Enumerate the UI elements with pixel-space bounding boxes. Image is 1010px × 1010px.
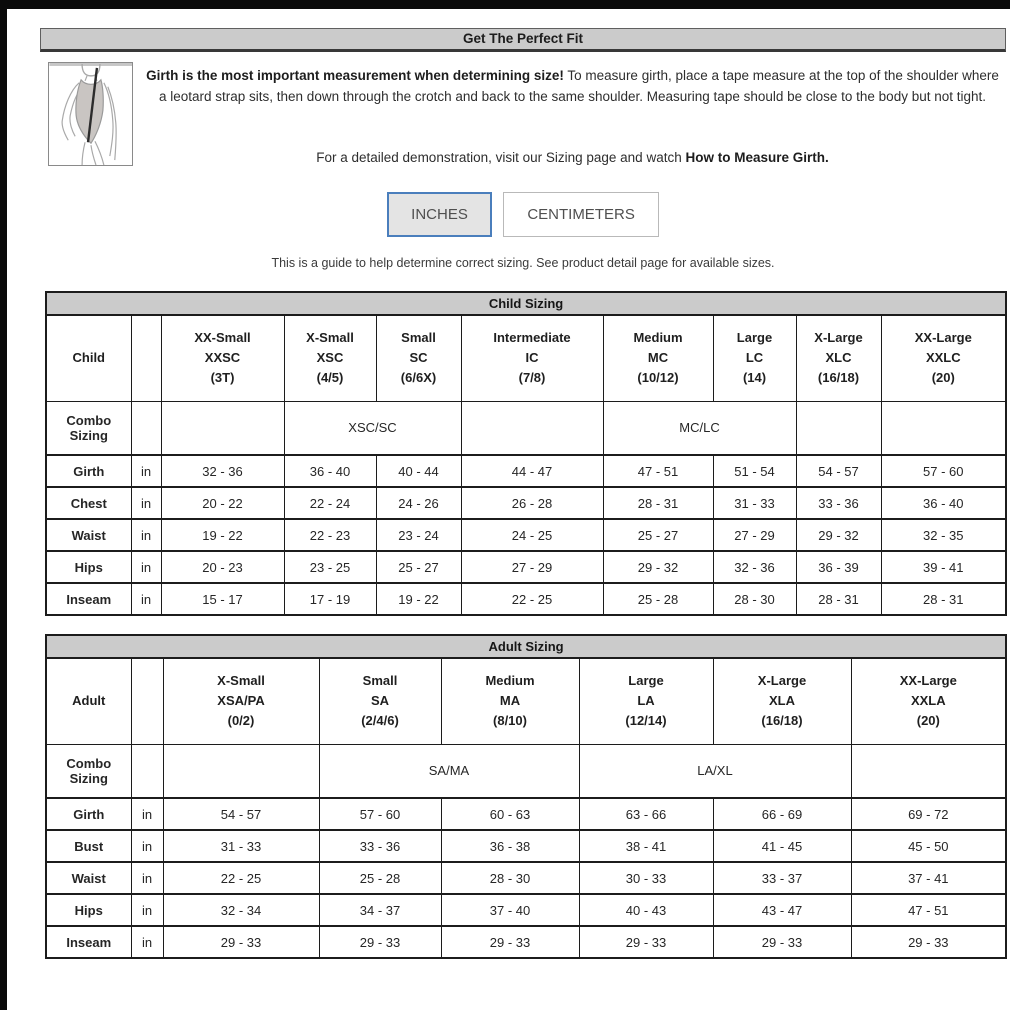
size-column-header-line: Large [736, 330, 773, 346]
size-column-header [284, 315, 376, 401]
combo-row-label: Combo Sizing [46, 744, 131, 798]
unit-toggle [40, 192, 1006, 237]
centimeters-button[interactable]: CENTIMETERS [503, 192, 659, 237]
value-cell: 29 - 33 [163, 926, 319, 958]
size-column-header-line: (16/18) [761, 713, 803, 729]
value-cell: 69 - 72 [851, 798, 1006, 830]
size-column-header-line: MC [647, 350, 669, 366]
value-cell: 47 - 51 [603, 455, 713, 487]
demo-line-text: For a detailed demonstration, visit our Sizing page and watch [316, 150, 686, 165]
size-column-header-line: (20) [916, 713, 940, 729]
combo-cell [851, 744, 1006, 798]
size-column-header [713, 658, 851, 744]
value-cell: 38 - 41 [579, 830, 713, 862]
value-cell: 29 - 33 [319, 926, 441, 958]
size-column-header-line: XSC [316, 350, 344, 366]
value-cell: 28 - 30 [441, 862, 579, 894]
value-cell: 15 - 17 [161, 583, 284, 615]
value-cell: 36 - 40 [284, 455, 376, 487]
combo-unit-cell [131, 744, 163, 798]
size-column-header-line: Medium [633, 330, 683, 346]
measurement-label: Girth [46, 455, 131, 487]
value-cell: 25 - 27 [603, 519, 713, 551]
size-column-header-line: X-Small [306, 330, 354, 346]
size-column-header-line: XX-Small [194, 330, 251, 346]
size-column-header-line: Medium [485, 673, 535, 689]
size-column-header-line: (0/2) [227, 713, 255, 729]
measurement-label: Hips [46, 551, 131, 583]
value-cell: 36 - 40 [881, 487, 1006, 519]
value-cell: 57 - 60 [881, 455, 1006, 487]
value-cell: 43 - 47 [713, 894, 851, 926]
sizing-guide-note: This is a guide to help determine correct sizing. See product detail page for available sizes. [271, 256, 775, 270]
demo-line [145, 147, 1000, 168]
table-corner-label: Child [46, 315, 131, 401]
value-cell: 29 - 33 [441, 926, 579, 958]
size-column-header-line: SC [409, 350, 428, 366]
combo-cell: XSC/SC [284, 401, 461, 455]
inches-button[interactable]: INCHES [387, 192, 492, 237]
table-title: Child Sizing [46, 292, 1006, 315]
size-column-header-line: LA [637, 693, 655, 709]
value-cell: 54 - 57 [796, 455, 881, 487]
value-cell: 17 - 19 [284, 583, 376, 615]
unit-cell: in [131, 798, 163, 830]
value-cell: 32 - 36 [713, 551, 796, 583]
value-cell: 41 - 45 [713, 830, 851, 862]
value-cell: 60 - 63 [441, 798, 579, 830]
size-column-header-line: XXSC [204, 350, 241, 366]
size-column-header-line: XLA [769, 693, 795, 709]
value-cell: 20 - 23 [161, 551, 284, 583]
size-column-header-line: (4/5) [316, 370, 344, 386]
size-column-header-line: (3T) [210, 370, 235, 386]
size-column-header [163, 658, 319, 744]
size-column-header [713, 315, 796, 401]
unit-cell: in [131, 487, 161, 519]
value-cell: 39 - 41 [881, 551, 1006, 583]
combo-cell [796, 401, 881, 455]
unit-cell: in [131, 926, 163, 958]
value-cell: 40 - 43 [579, 894, 713, 926]
size-column-header [881, 315, 1006, 401]
value-cell: 20 - 22 [161, 487, 284, 519]
value-cell: 23 - 24 [376, 519, 461, 551]
value-cell: 22 - 25 [461, 583, 603, 615]
value-cell: 29 - 33 [579, 926, 713, 958]
combo-cell: MC/LC [603, 401, 796, 455]
measurement-label: Chest [46, 487, 131, 519]
size-column-header-line: MA [499, 693, 521, 709]
size-column-header-line: XXLA [910, 693, 946, 709]
combo-cell [461, 401, 603, 455]
value-cell: 33 - 36 [319, 830, 441, 862]
unit-cell: in [131, 830, 163, 862]
size-column-header-line: (20) [931, 370, 955, 386]
value-cell: 25 - 28 [603, 583, 713, 615]
value-cell: 37 - 40 [441, 894, 579, 926]
combo-cell [161, 401, 284, 455]
value-cell: 34 - 37 [319, 894, 441, 926]
unit-cell: in [131, 862, 163, 894]
combo-cell: SA/MA [319, 744, 579, 798]
value-cell: 25 - 27 [376, 551, 461, 583]
size-column-header [579, 658, 713, 744]
value-cell: 24 - 26 [376, 487, 461, 519]
child-sizing-table [45, 291, 1007, 616]
size-column-header [461, 315, 603, 401]
size-column-header-line: XSA/PA [217, 693, 265, 709]
size-column-header-line: XX-Large [914, 330, 972, 346]
value-cell: 29 - 33 [851, 926, 1006, 958]
value-cell: 36 - 39 [796, 551, 881, 583]
value-cell: 22 - 25 [163, 862, 319, 894]
combo-row-label: Combo Sizing [46, 401, 131, 455]
value-cell: 44 - 47 [461, 455, 603, 487]
size-column-header-line: Small [401, 330, 436, 346]
size-column-header [319, 658, 441, 744]
unit-cell: in [131, 455, 161, 487]
size-column-header-line: X-Large [814, 330, 863, 346]
adult-sizing-table [45, 634, 1007, 959]
combo-cell: LA/XL [579, 744, 851, 798]
size-column-header-line: (16/18) [817, 370, 860, 386]
table-title: Adult Sizing [46, 635, 1006, 658]
value-cell: 32 - 36 [161, 455, 284, 487]
size-column-header-line: (14) [742, 370, 767, 386]
unit-cell: in [131, 894, 163, 926]
measurement-label: Waist [46, 862, 131, 894]
unit-cell: in [131, 519, 161, 551]
child-table-wrap [45, 291, 1006, 616]
value-cell: 66 - 69 [713, 798, 851, 830]
demo-line-bold: How to Measure Girth. [685, 150, 829, 165]
table-corner-label: Adult [46, 658, 131, 744]
size-column-header-line: SA [370, 693, 390, 709]
page-title: Get The Perfect Fit [40, 28, 1006, 52]
frame-top-edge [0, 0, 1010, 9]
girth-instructions-lead: Girth is the most important measurement when determining size! [146, 68, 564, 83]
measurement-label: Inseam [46, 926, 131, 958]
size-column-header-line: Intermediate [493, 330, 571, 346]
size-column-header-line: X-Large [757, 673, 807, 689]
value-cell: 19 - 22 [161, 519, 284, 551]
intro-text [133, 62, 1006, 168]
size-column-header-line: (7/8) [518, 370, 546, 386]
value-cell: 22 - 24 [284, 487, 376, 519]
adult-table-wrap [45, 634, 1006, 959]
value-cell: 29 - 32 [796, 519, 881, 551]
size-column-header [161, 315, 284, 401]
value-cell: 19 - 22 [376, 583, 461, 615]
measurement-label: Inseam [46, 583, 131, 615]
measurement-label: Girth [46, 798, 131, 830]
value-cell: 29 - 32 [603, 551, 713, 583]
size-column-header-line: (10/12) [637, 370, 679, 386]
size-column-header-line: XX-Large [899, 673, 957, 689]
girth-instructions [145, 65, 1000, 107]
value-cell: 27 - 29 [461, 551, 603, 583]
value-cell: 28 - 31 [603, 487, 713, 519]
size-column-header [441, 658, 579, 744]
intro-section [40, 62, 1006, 168]
girth-instructions-body: To measure girth, place a tape measure at the top of the shoulder where a leotard strap sits, then down through the crotch and back to the same shoulder. Measuring tape should be close to the body but not tight. [158, 68, 999, 104]
unit-column-header [131, 658, 163, 744]
value-cell: 51 - 54 [713, 455, 796, 487]
value-cell: 45 - 50 [851, 830, 1006, 862]
size-column-header-line: Large [628, 673, 664, 689]
size-column-header-line: (12/14) [625, 713, 667, 729]
value-cell: 28 - 30 [713, 583, 796, 615]
size-column-header-line: X-Small [217, 673, 265, 689]
size-column-header-line: XLC [825, 350, 852, 366]
unit-column-header [131, 315, 161, 401]
size-column-header [603, 315, 713, 401]
unit-cell: in [131, 551, 161, 583]
value-cell: 63 - 66 [579, 798, 713, 830]
unit-cell: in [131, 583, 161, 615]
value-cell: 27 - 29 [713, 519, 796, 551]
value-cell: 36 - 38 [441, 830, 579, 862]
measurement-label: Bust [46, 830, 131, 862]
size-column-header [851, 658, 1006, 744]
value-cell: 32 - 34 [163, 894, 319, 926]
size-column-header [796, 315, 881, 401]
value-cell: 24 - 25 [461, 519, 603, 551]
value-cell: 31 - 33 [713, 487, 796, 519]
value-cell: 25 - 28 [319, 862, 441, 894]
leotard-girth-diagram-icon [49, 63, 133, 165]
measurement-label: Waist [46, 519, 131, 551]
size-column-header-line: (6/6X) [400, 370, 437, 386]
value-cell: 33 - 36 [796, 487, 881, 519]
combo-cell [881, 401, 1006, 455]
size-column-header [376, 315, 461, 401]
value-cell: 47 - 51 [851, 894, 1006, 926]
value-cell: 33 - 37 [713, 862, 851, 894]
value-cell: 23 - 25 [284, 551, 376, 583]
size-column-header-line: XXLC [925, 350, 961, 366]
value-cell: 28 - 31 [881, 583, 1006, 615]
value-cell: 22 - 23 [284, 519, 376, 551]
value-cell: 26 - 28 [461, 487, 603, 519]
value-cell: 57 - 60 [319, 798, 441, 830]
value-cell: 40 - 44 [376, 455, 461, 487]
value-cell: 30 - 33 [579, 862, 713, 894]
size-column-header-line: (2/4/6) [361, 713, 399, 729]
value-cell: 29 - 33 [713, 926, 851, 958]
size-column-header-line: LC [745, 350, 764, 366]
value-cell: 31 - 33 [163, 830, 319, 862]
combo-unit-cell [131, 401, 161, 455]
combo-cell [163, 744, 319, 798]
leotard-figure-image [48, 62, 133, 166]
content [0, 28, 1010, 959]
size-column-header-line: (8/10) [493, 713, 527, 729]
frame-left-edge [0, 0, 7, 1010]
value-cell: 32 - 35 [881, 519, 1006, 551]
measurement-label: Hips [46, 894, 131, 926]
value-cell: 54 - 57 [163, 798, 319, 830]
size-column-header-line: IC [525, 350, 539, 366]
size-column-header-line: Small [362, 673, 398, 689]
value-cell: 37 - 41 [851, 862, 1006, 894]
value-cell: 28 - 31 [796, 583, 881, 615]
